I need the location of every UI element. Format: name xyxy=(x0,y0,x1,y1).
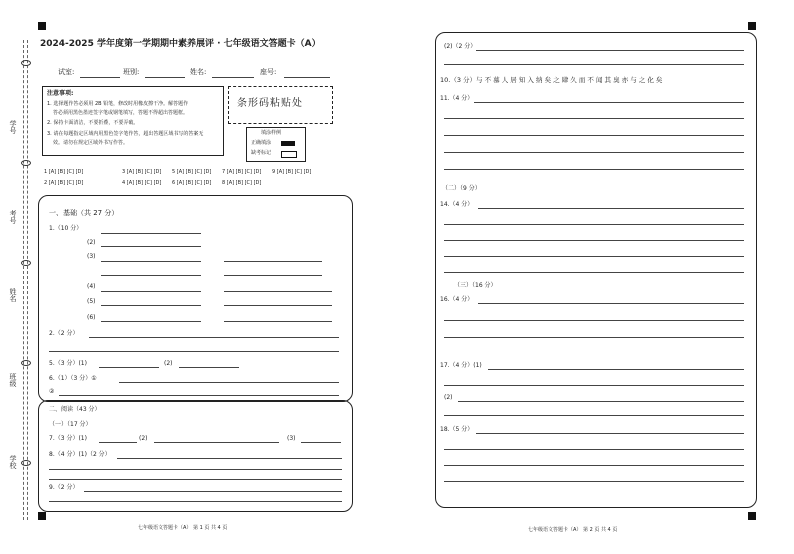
fill-sample-correct: 正确填涂 xyxy=(251,140,272,146)
answer-line[interactable] xyxy=(444,224,744,225)
q7-label: 7.（3 分）(1) xyxy=(49,435,87,442)
page-title: 2024-2025 学年度第一学期期中素养展评 · 七年级语文答题卡（A） xyxy=(40,39,321,49)
answer-line[interactable] xyxy=(101,246,201,247)
answer-line[interactable] xyxy=(224,261,322,262)
mcq-option-row[interactable]: 5 [A] [B] [C] [D] xyxy=(172,169,212,175)
exam-room-field[interactable] xyxy=(80,77,120,78)
answer-line[interactable] xyxy=(478,303,744,304)
q7-part3-label: (3) xyxy=(287,435,296,442)
side-label-school: 学校 xyxy=(9,455,17,469)
answer-line[interactable] xyxy=(444,337,744,338)
answer-line[interactable] xyxy=(444,64,744,65)
seat-field[interactable] xyxy=(284,77,330,78)
answer-line[interactable] xyxy=(476,50,744,51)
answer-line[interactable] xyxy=(101,233,201,234)
mcq-option-row[interactable]: 9 [A] [B] [C] [D] xyxy=(272,169,312,175)
answer-line[interactable] xyxy=(444,152,744,153)
side-label-exam-no: 考号 xyxy=(9,210,17,224)
answer-line[interactable] xyxy=(101,275,201,276)
side-label-name: 姓名 xyxy=(9,288,17,302)
answer-line[interactable] xyxy=(444,272,744,273)
notice-item: 效。请勿在规定区域外书写作答。 xyxy=(53,140,129,146)
q6-part2-label: ② xyxy=(49,388,55,395)
barcode-label: 条形码粘贴处 xyxy=(237,98,303,109)
part3-label: （三）（16 分） xyxy=(454,282,497,289)
q10-label: 10.（3 分）与 不 慕 人 居 知 入 纳 矣 之 肆 久 而 不 闻 其 臭 亦 与 之 化 矣 xyxy=(440,76,663,84)
q16-label: 16.（4 分） xyxy=(440,296,474,303)
mcq-option-row[interactable]: 4 [A] [B] [C] [D] xyxy=(122,180,162,186)
notice-box xyxy=(42,86,224,156)
q6-label: 6.（1）（3 分）① xyxy=(49,375,97,382)
notice-item: 3. 请在每题指定区域内用黑色签字笔作答，超出答题区域书写的答案无 xyxy=(47,131,204,137)
answer-line[interactable] xyxy=(179,367,239,368)
name-label: 姓名: xyxy=(190,68,207,76)
mcq-option-row[interactable]: 1 [A] [B] [C] [D] xyxy=(44,169,84,175)
q5-label: 5.（3 分）(1) xyxy=(49,360,87,367)
q17-part2-label: (2) xyxy=(444,394,453,401)
answer-line[interactable] xyxy=(224,275,322,276)
exam-room-label: 试室: xyxy=(58,68,75,76)
corner-marker xyxy=(38,512,46,520)
q1-label: 1.（10 分） xyxy=(49,225,83,232)
notice-item: 2. 保持卡面清洁，不要折叠，不要弄破。 xyxy=(47,120,139,126)
answer-line[interactable] xyxy=(444,169,744,170)
side-label-class: 班级 xyxy=(9,373,17,387)
answer-line[interactable] xyxy=(89,337,339,338)
left-page-footer: 七年级语文答题卡（A） 第 1 页 共 4 页 xyxy=(138,525,228,531)
q1-sub-label: (3) xyxy=(87,253,96,260)
answer-line[interactable] xyxy=(444,465,744,466)
answer-line[interactable] xyxy=(474,102,744,103)
answer-line[interactable] xyxy=(444,415,744,416)
side-label-student-no: 学号 xyxy=(9,120,17,134)
answer-line[interactable] xyxy=(224,305,332,306)
q14-label: 14.（4 分） xyxy=(440,201,474,208)
mcq-option-row[interactable]: 3 [A] [B] [C] [D] xyxy=(122,169,162,175)
right-page-footer: 七年级语文答题卡（A） 第 2 页 共 4 页 xyxy=(528,527,618,533)
answer-line[interactable] xyxy=(444,449,744,450)
right-answer-panel xyxy=(435,32,757,508)
answer-line[interactable] xyxy=(488,369,744,370)
answer-line[interactable] xyxy=(444,118,744,119)
mcq-option-row[interactable]: 6 [A] [B] [C] [D] xyxy=(172,180,212,186)
answer-line[interactable] xyxy=(84,491,342,492)
answer-line[interactable] xyxy=(117,458,342,459)
answer-line[interactable] xyxy=(49,351,339,352)
class-field[interactable] xyxy=(145,77,185,78)
q7-part2-label: (2) xyxy=(139,435,148,442)
answer-line[interactable] xyxy=(301,442,341,443)
mcq-option-row[interactable]: 2 [A] [B] [C] [D] xyxy=(44,180,84,186)
section-basics-title: 一、基础（共 27 分） xyxy=(49,209,119,217)
answer-line[interactable] xyxy=(59,395,339,396)
name-field[interactable] xyxy=(212,77,254,78)
q11-label: 11.（4 分） xyxy=(440,95,474,102)
answer-line[interactable] xyxy=(101,321,201,322)
barcode-box xyxy=(228,86,333,124)
answer-line[interactable] xyxy=(444,385,744,386)
corner-marker xyxy=(748,22,756,30)
q1-sub-label: (4) xyxy=(87,283,96,290)
answer-line[interactable] xyxy=(101,291,201,292)
part2-label: （二）（9 分） xyxy=(442,185,481,192)
mcq-option-row[interactable]: 8 [A] [B] [C] [D] xyxy=(222,180,262,186)
q2-label: 2.（2 分） xyxy=(49,330,79,337)
filled-mark-sample xyxy=(281,141,295,146)
answer-line[interactable] xyxy=(478,208,744,209)
answer-line[interactable] xyxy=(101,305,201,306)
mcq-option-row[interactable]: 7 [A] [B] [C] [D] xyxy=(222,169,262,175)
answer-line[interactable] xyxy=(444,256,744,257)
q1-sub-label: (6) xyxy=(87,314,96,321)
answer-line[interactable] xyxy=(99,442,137,443)
fill-sample-wrong: 缺考标记 xyxy=(251,150,272,156)
fill-sample-box xyxy=(246,127,306,162)
q9-label: 9.（2 分） xyxy=(49,484,79,491)
notice-title: 注意事项: xyxy=(47,90,74,97)
fill-sample-title: 填涂样例 xyxy=(261,130,282,136)
answer-line[interactable] xyxy=(101,261,201,262)
answer-line[interactable] xyxy=(154,442,279,443)
notice-item: 1. 选择题作答必须用 2B 铅笔，修改时用橡皮擦干净。解答题作 xyxy=(47,101,189,107)
answer-line[interactable] xyxy=(99,367,159,368)
answer-line[interactable] xyxy=(444,135,744,136)
answer-line[interactable] xyxy=(49,479,342,480)
answer-line[interactable] xyxy=(119,382,339,383)
corner-marker xyxy=(748,512,756,520)
answer-line[interactable] xyxy=(444,481,744,482)
answer-line[interactable] xyxy=(444,320,744,321)
answer-line[interactable] xyxy=(476,433,744,434)
answer-line[interactable] xyxy=(49,501,342,502)
notice-item: 答必须用黑色墨迹签字笔或钢笔填写，答题不得超出答题框。 xyxy=(53,110,189,116)
answer-line[interactable] xyxy=(224,321,332,322)
section-reading-panel xyxy=(38,400,353,512)
answer-line[interactable] xyxy=(444,240,744,241)
section-reading-title: 二、阅读（43 分） xyxy=(49,406,101,413)
empty-mark-sample xyxy=(281,151,297,158)
corner-marker xyxy=(38,22,46,30)
q18-label: 18.（5 分） xyxy=(440,426,474,433)
section-basics-panel xyxy=(38,195,353,402)
part1-label: （一）（17 分） xyxy=(49,421,92,428)
q5-part2-label: (2) xyxy=(164,360,173,367)
q1-sub-label: (5) xyxy=(87,298,96,305)
q8-label: 8.（4 分）(1)（2 分） xyxy=(49,451,111,458)
answer-line[interactable] xyxy=(224,291,332,292)
answer-line[interactable] xyxy=(49,469,342,470)
q-top-label: (2)（2 分） xyxy=(444,43,477,50)
class-label: 班别: xyxy=(123,68,140,76)
answer-line[interactable] xyxy=(458,401,744,402)
q1-sub-label: (2) xyxy=(87,239,96,246)
seat-label: 座号: xyxy=(260,68,277,76)
q17-label: 17.（4 分）(1) xyxy=(440,362,482,369)
